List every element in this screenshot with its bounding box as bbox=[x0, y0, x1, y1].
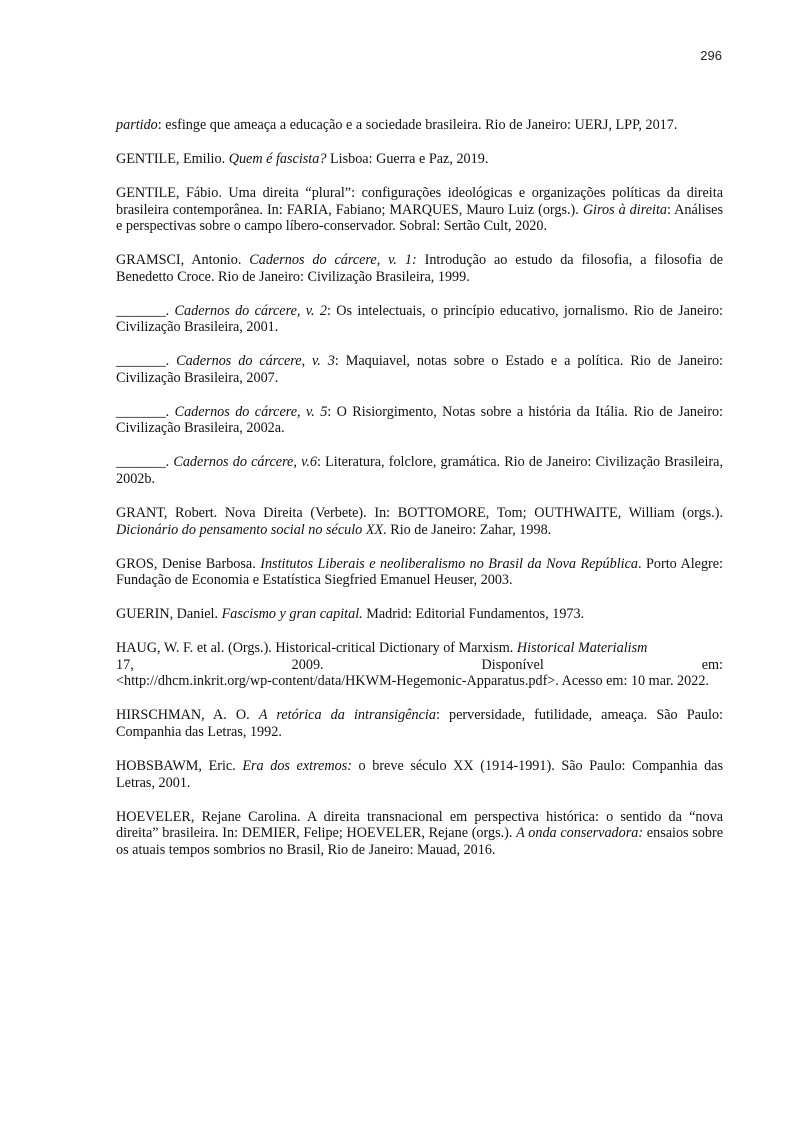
reference-text: _______. bbox=[116, 302, 175, 319]
reference-text: Disponível bbox=[481, 656, 544, 673]
reference-title: A onda conservadora: bbox=[516, 825, 644, 842]
reference-text: ensaios sobre os atuais tempos sombrios no Brasil, Rio de Janeiro: Mauad, 2016. bbox=[116, 825, 724, 858]
reference-title: Dicionário do pensamento social no século XX bbox=[116, 521, 384, 538]
reference-text: _______. bbox=[116, 454, 174, 471]
reference-entry bbox=[116, 505, 723, 538]
reference-entry bbox=[116, 809, 723, 859]
reference-entry bbox=[116, 606, 723, 623]
reference-text: o breve século XX (1914-1991). São Paulo: Companhia das Letras, 2001. bbox=[116, 757, 723, 791]
reference-title: Institutos Liberais e neoliberalismo no Brasil da Nova República bbox=[260, 555, 639, 572]
reference-text: Madrid: Editorial Fundamentos, 1973. bbox=[362, 606, 585, 623]
reference-text: GUERIN, Daniel. bbox=[116, 606, 222, 623]
reference-list bbox=[116, 117, 723, 876]
reference-text: GENTILE, Fábio. Uma direita “plural”: configurações ideológicas e organizações políticas da direita brasileira contemporânea. In: FARIA, Fabiano; MARQUES, Mauro Luiz (orgs.). bbox=[116, 184, 723, 218]
reference-text: Introdução ao estudo da filosofia, a filosofia de Benedetto Croce. Rio de Janeiro: Civilização Brasileira, 1999. bbox=[116, 252, 724, 285]
reference-text: _______. bbox=[116, 403, 175, 420]
reference-text: Lisboa: Guerra e Paz, 2019. bbox=[326, 150, 489, 167]
reference-text: : Maquiavel, notas sobre o Estado e a política. Rio de Janeiro: Civilização Brasileira, 2007. bbox=[116, 353, 723, 386]
reference-title: Era dos extremos: bbox=[242, 757, 352, 774]
reference-justified-line bbox=[116, 657, 723, 674]
reference-text: HOEVELER, Rejane Carolina. A direita transnacional em perspectiva histórica: o sentido da “nova direita” brasileira. In: DEMIER, Felipe; HOEVELER, Rejane (orgs.). bbox=[116, 808, 723, 842]
reference-entry bbox=[116, 303, 723, 336]
reference-text: 17, bbox=[116, 656, 134, 673]
reference-title: Quem é fascista? bbox=[228, 150, 327, 167]
reference-title: Cadernos do cárcere, v. 2 bbox=[174, 302, 327, 319]
reference-title: Cadernos do cárcere, v. 1: bbox=[249, 252, 417, 269]
reference-text: . Porto Alegre: Fundação de Economia e Estatística Siegfried Emanuel Heuser, 2003. bbox=[116, 555, 723, 589]
reference-text: GENTILE, Emilio. bbox=[116, 150, 229, 167]
reference-text: : perversidade, futilidade, ameaça. São Paulo: Companhia das Letras, 1992. bbox=[116, 707, 723, 740]
reference-title: A retórica da intransigência bbox=[258, 707, 436, 724]
reference-title: Fascismo y gran capital. bbox=[221, 606, 363, 623]
page-number: 296 bbox=[700, 48, 722, 63]
reference-text: GROS, Denise Barbosa. bbox=[116, 555, 261, 572]
reference-entry bbox=[116, 758, 723, 791]
reference-text: . Rio de Janeiro: Zahar, 1998. bbox=[383, 521, 552, 538]
reference-entry bbox=[116, 353, 723, 386]
reference-text: GRANT, Robert. Nova Direita (Verbete). In: BOTTOMORE, Tom; OUTHWAITE, William (orgs.). bbox=[116, 505, 723, 522]
reference-text: GRAMSCI, Antonio. bbox=[116, 252, 250, 269]
reference-title: Historical Materialism bbox=[516, 640, 648, 657]
reference-text: HOBSBAWM, Eric. bbox=[116, 757, 243, 774]
reference-entry bbox=[116, 556, 723, 589]
reference-title: Cadernos do cárcere, v. 3 bbox=[176, 353, 335, 370]
reference-text: : Análises e perspectivas sobre o campo líbero-conservador. Sobral: Sertão Cult, 2020. bbox=[116, 201, 723, 235]
reference-title: partido bbox=[116, 117, 158, 133]
reference-entry bbox=[116, 151, 723, 168]
reference-entry bbox=[116, 454, 723, 487]
reference-text: : O Risiorgimento, Notas sobre a história da Itália. Rio de Janeiro: Civilização Brasileira, 2002a. bbox=[116, 403, 723, 437]
reference-text: HAUG, W. F. et al. (Orgs.). Historical-critical Dictionary of Marxism. bbox=[116, 640, 517, 657]
reference-text: <http://dhcm.inkrit.org/wp-content/data/HKWM-Hegemonic-Apparatus.pdf>. Acesso em: 10 mar. 2022. bbox=[116, 673, 709, 690]
reference-entry bbox=[116, 185, 723, 235]
reference-entry bbox=[116, 404, 723, 437]
reference-title: Cadernos do cárcere, v. 5 bbox=[174, 403, 328, 420]
reference-entry bbox=[116, 252, 723, 285]
reference-text: : Literatura, folclore, gramática. Rio de Janeiro: Civilização Brasileira, 2002b. bbox=[116, 454, 723, 488]
reference-text: : esfinge que ameaça a educação e a sociedade brasileira. Rio de Janeiro: UERJ, LPP, 2017. bbox=[157, 117, 678, 133]
reference-text: em: bbox=[701, 656, 723, 673]
reference-entry bbox=[116, 707, 723, 740]
reference-entry bbox=[116, 117, 723, 134]
reference-entry bbox=[116, 640, 723, 690]
reference-text: _______. bbox=[116, 353, 177, 370]
reference-title: Cadernos do cárcere, v.6 bbox=[173, 454, 317, 471]
reference-text: 2009. bbox=[291, 656, 324, 673]
reference-text: HIRSCHMAN, A. O. bbox=[116, 707, 259, 724]
reference-title: Giros à direita bbox=[582, 201, 667, 218]
reference-text: : Os intelectuais, o princípio educativo, jornalismo. Rio de Janeiro: Civilização Brasileira, 2001. bbox=[116, 302, 723, 336]
